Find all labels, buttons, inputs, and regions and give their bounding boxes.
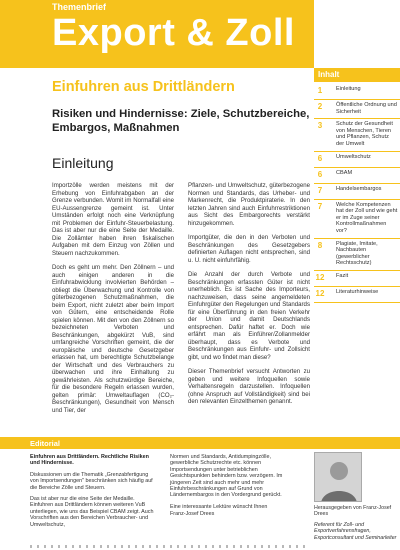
toc-item-literatur[interactable]	[314, 287, 400, 303]
toc-item-plagiate[interactable]	[314, 239, 400, 271]
toc-page-number: 6	[317, 153, 323, 163]
body-paragraph: Die Anzahl der durch Verbote und Beschränkungen erfassten Güter ist nicht unerheblich. Es ist Sache des Importeurs, nachzuweisen, dass seine angemeldeten Einfuhrgüter den Regelungen und Standards für eine Überführung in den freien Verkehr der Union und damit Deutschlands entsprechen. Dafür haftet er. Doch wie erfährt man als Einführer/Zollanmelder überhaupt, dass es Verbote und Beschränkungen aus Einfuhr- und Zollsicht gibt, und wo findet man diese?	[188, 271, 310, 361]
body-paragraph: Doch es geht um mehr. Den Zöllnern – und auch einigen anderen in die Einfuhrabwicklung involvierten Behörden – obliegt die Überwachung und Kontrolle von güterbezogenen Schutzmaßnahmen, die beim Export, nicht zuletzt aber beim Import von Gütern, eine entscheidende Rolle spielen können. Mit den von den Zöllnern so bezeichneten Verboten und Beschränkungen, abgekürzt VuB, sind umfangreiche Vorschriften gemeint, die der europäische und deutsche Gesetzgeber erlassen hat, um berechtigte Schutzbelange der Wirtschaft und des Verbrauchers zu überwachen und ihre Einhaltung zu gewährleisten. Als schutzwürdige Bereiche, für die besondere Regeln erlassen wurden, gelten primär: Umweltauflagen (CO₂-Beschränkungen), Gesundheit von Mensch und Tier, der	[52, 264, 174, 414]
editorial-closing: Eine interessante Lektüre wünscht Ihnen	[170, 503, 268, 510]
toc-item-ordnung[interactable]	[314, 100, 400, 119]
toc-item-umweltschutz[interactable]	[314, 152, 400, 168]
editorial-label: Editorial	[30, 439, 61, 448]
editorial-column-middle	[170, 454, 298, 523]
issue-month: AUGUST	[339, 15, 383, 26]
toc-item-label: Handelsembargos	[336, 185, 382, 192]
editorial-signature: Franz-Josef Drees	[170, 511, 215, 518]
toc-page-number: 12	[315, 272, 325, 282]
editorial-lead: Einfuhren aus Drittländern. Rechtliche Risiken und Hindernisse.	[30, 454, 149, 467]
toc-item-label: Welche Kompetenzen hat der Zoll und wie geht er im Zuge seiner Kontrollmaßnahmen vor?	[336, 201, 398, 234]
toc-item-kompetenzen[interactable]	[314, 200, 400, 239]
body-column-left	[52, 182, 174, 421]
editor-role: Referent für Zoll- und Exportverfahrensfragen, Exportconsultant und Seminarleiter	[314, 522, 397, 541]
toc-item-label: Öffentliche Ordnung und Sicherheit	[336, 102, 397, 115]
editor-portrait	[314, 452, 362, 502]
toc-item-label: Schutz der Gesundheit von Menschen, Tieren und Pflanzen, Schutz der Umwelt	[336, 121, 393, 147]
toc-item-label: Umweltschutz	[336, 153, 371, 160]
editorial-paragraph: Das ist aber nur die eine Seite der Medaille. Einfuhren aus Drittländern können weiteren VuB unterliegen, wie uns das Beispiel CBAM zeigt. Auch Vorschriften aus den Bereichen Verbraucher- und Umweltschutz,	[30, 496, 154, 528]
body-paragraph: Pflanzen- und Umweltschutz, güterbezogene Normen und Standards, das Urheber- und Markenrecht, die Produktpiraterie. In den letzten Jahren sind auch Einfuhrrestriktionen aus Sicht des Embargorechts verstärkt hinzugekommen.	[188, 182, 310, 227]
editorial-column-left	[30, 454, 158, 533]
toc-page-number: 12	[315, 288, 325, 298]
editorial-paragraph: Diskussionen um die Thematik „Grenzabfertigung von Importsendungen" beschränken sich häufig auf die Bereiche Zölle und Steuern.	[30, 471, 153, 491]
section-kicker: Einfuhren aus Drittländern	[52, 79, 235, 95]
editorial-paragraph: Normen und Standards, Antidumpingzölle, gewerbliche Schutzrechte etc. können Importsendungen unter betrieblichen Gesichtspunkten behindern bzw. verzögern. Im jüngeren Zeit sind auch mehr und mehr Einfuhrbeschränkungen auf Grund von Ländernembargos in den Vordergrund gerückt.	[170, 454, 283, 499]
body-paragraph: Dieser Themenbrief versucht Antworten zu geben und weitere Infoquellen sowie Verhaltensregeln darzustellen. Infoquellen (ohne Anspruch auf Vollständigkeit) sind bei den relevanten Einzelthemen genannt.	[188, 368, 310, 405]
page-title: Risiken und Hindernisse: Ziele, Schutzbereiche, Embargos, Maßnahmen	[52, 108, 310, 134]
toc-item-label: CBAM	[336, 169, 353, 176]
toc-page-number: 8	[317, 240, 323, 250]
toc-item-label: Einleitung	[336, 86, 361, 92]
table-of-contents	[314, 84, 400, 303]
masthead-title: Export & Zoll	[52, 12, 295, 54]
toc-page-number: 1	[317, 86, 323, 95]
body-paragraph: Importzölle werden meistens mit der Erhebung von Einfuhrabgaben an der Grenze verbunden. Womit im Normalfall eine EU-Aussengrenze gemeint ist. Unter Umständen erfolgt noch eine Verknüpfung mit Problemen der Einfuhr-Steuerbelastung. Das ist aber nur die eine Seite der Medaille. Die Zollämter haben ihren fiskalischen Aufgaben mit dem Einzug von Zöllen und Steuern nachzukommen.	[52, 182, 174, 257]
toc-item-cbam[interactable]	[314, 168, 400, 184]
toc-page-number: 7	[317, 185, 323, 195]
body-paragraph: Importgüter, die den in den Verboten und Beschränkungen des Gesetzgebers definierten Auflagen nicht entsprechen, sind u. U. nicht einfuhrfähig.	[188, 234, 310, 264]
body-column-right	[188, 182, 310, 413]
toc-item-label: Fazit	[336, 272, 349, 279]
toc-page-number: 6	[317, 169, 323, 179]
toc-item-fazit[interactable]	[314, 271, 400, 287]
toc-page-number: 7	[317, 201, 323, 211]
toc-page-number: 3	[317, 121, 323, 131]
footer-dots	[30, 545, 310, 548]
issue-year: 2026	[349, 29, 373, 40]
portrait-person-icon	[315, 453, 362, 502]
toc-item-handelsembargos[interactable]	[314, 184, 400, 200]
masthead-kicker: Themenbrief	[52, 2, 107, 12]
toc-title: Inhalt	[318, 70, 340, 79]
toc-item-label: Plagiate, Imitate, Nachbauten (gewerblicher Rechtsschutz)	[336, 240, 378, 267]
toc-item-gesundheit[interactable]	[314, 119, 400, 151]
toc-page-number: 2	[317, 102, 323, 111]
editor-caption: Herausgegeben von Franz-Josef Drees	[314, 505, 392, 518]
intro-heading: Einleitung	[52, 155, 114, 171]
toc-item-einleitung[interactable]	[314, 84, 400, 100]
toc-item-label: Literaturhinweise	[336, 288, 379, 295]
